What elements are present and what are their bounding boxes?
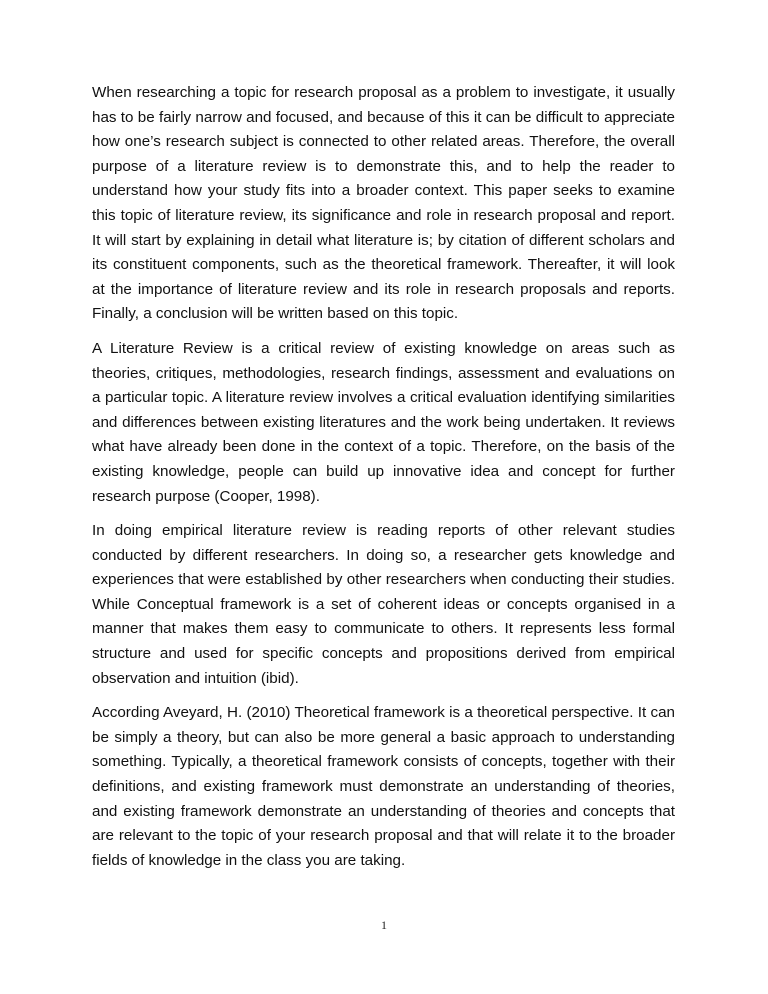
- paragraph-introduction: When researching a topic for research proposal as a problem to investigate, it usually has to be fairly narrow and focused, and because of this it can be difficult to appreciate how one’s research subject is connected to other related areas. Therefore, the overall purpose of a literature review is to demonstrate this, and to help the reader to understand how your study fits into a broader context. This paper seeks to examine this topic of literature review, its significance and role in research proposal and report. It will start by explaining in detail what literature is; by citation of different scholars and its constituent components, such as the theoretical framework. Thereafter, it will look at the importance of literature review and its role in research proposals and reports. Finally, a conclusion will be written based on this topic.: [92, 84, 675, 323]
- paragraph-empirical-review: In doing empirical literature review is reading reports of other relevant studies conducted by different researchers. In doing so, a researcher gets knowledge and experiences that were established by other researchers when conducting their studies. While Conceptual framework is a set of coherent ideas or concepts organised in a manner that makes them easy to communicate to others. It represents less formal structure and used for specific concepts and propositions derived from empirical observation and intuition (ibid).: [92, 522, 675, 687]
- paragraph-theoretical-framework: According Aveyard, H. (2010) Theoretical framework is a theoretical perspective. It can be simply a theory, but can also be more general a basic approach to understanding something. Typically, a theoretical framework consists of concepts, together with their definitions, and existing framework must demonstrate an understanding of theories, and existing framework demonstrate an understanding of theories and concepts that are relevant to the topic of your research proposal and that will relate it to the broader fields of knowledge in the class you are taking.: [92, 704, 675, 869]
- page-number: 1: [381, 918, 387, 932]
- document-body: [92, 81, 675, 883]
- paragraph-literature-review-definition: A Literature Review is a critical review of existing knowledge on areas such as theories, critiques, methodologies, research findings, assessment and evaluations on a particular topic. A literature review involves a critical evaluation identifying similarities and differences between existing literatures and the work being undertaken. It reviews what have already been done in the context of a topic. Therefore, on the basis of the existing knowledge, people can build up innovative idea and concept for further research purpose (Cooper, 1998).: [92, 339, 675, 505]
